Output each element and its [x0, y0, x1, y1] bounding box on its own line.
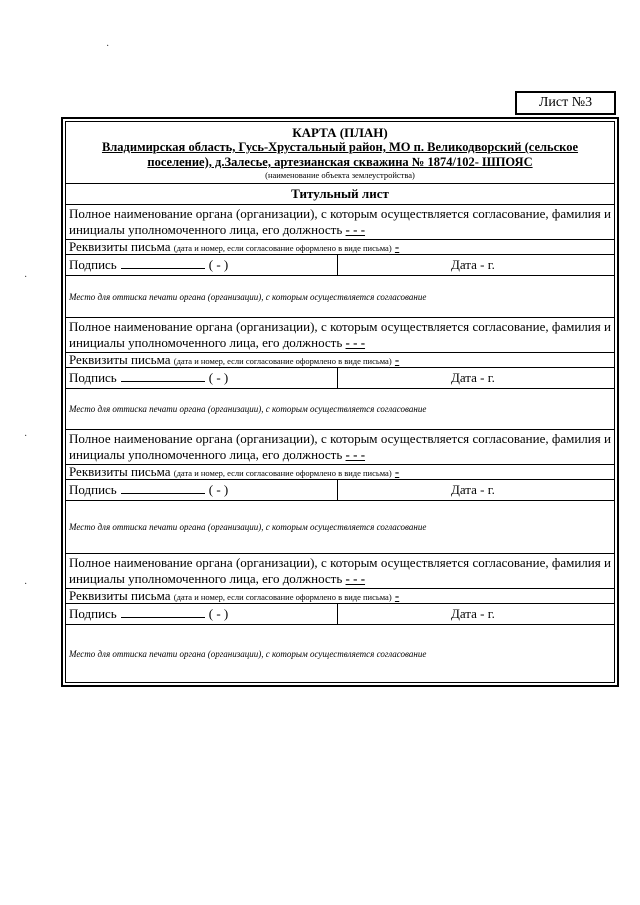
stamp-area: [66, 625, 614, 682]
organization-value: - - -: [345, 335, 366, 350]
object-location-line-1: Владимирская область, Гусь-Хрустальный район, МО п. Великодворский (сельское: [101, 140, 579, 154]
letter-details-label: Реквизиты письма: [69, 465, 171, 479]
scan-speck: ·: [106, 41, 110, 52]
stamp-label: Место для оттиска печати органа (организации), с которым осуществляется согласование: [69, 648, 427, 659]
signature-cell: [66, 255, 338, 275]
organization-row: [66, 430, 614, 465]
signature-value: ( - ): [208, 257, 229, 272]
document-frame: [61, 117, 619, 687]
letter-details-value: -: [394, 240, 400, 254]
signature-value: ( - ): [208, 482, 229, 497]
letter-details-label: Реквизиты письма: [69, 240, 171, 254]
signature-cell: [66, 480, 338, 500]
organization-label: Полное наименование органа (организации), с которым осуществляется согласование, фамилия и инициалы уполномоченного лица, его должность: [69, 555, 611, 586]
organization-value: - - -: [345, 222, 366, 237]
map-title: КАРТА (ПЛАН): [292, 125, 388, 140]
object-location-line-2: поселение), д.Залесье, артезианская скважина № 1874/102- ШПОЯС: [147, 155, 533, 169]
letter-details-hint: (дата и номер, если согласование оформлено в виде письма): [173, 592, 392, 602]
stamp-area: [66, 389, 614, 429]
sheet-number-label: Лист №3: [538, 95, 593, 110]
organization-row: [66, 318, 614, 353]
organization-value: - - -: [345, 447, 366, 462]
letter-details-value: -: [394, 589, 400, 603]
signature-line: [121, 481, 205, 494]
signature-label: Подпись: [69, 370, 117, 385]
signature-line: [121, 605, 205, 618]
stamp-label: Место для оттиска печати органа (организации), с которым осуществляется согласование: [69, 522, 427, 532]
signature-cell: [66, 604, 338, 624]
organization-label: Полное наименование органа (организации), с которым осуществляется согласование, фамилия и инициалы уполномоченного лица, его должность: [69, 206, 611, 237]
letter-details-row: [66, 353, 614, 368]
organization-label: Полное наименование органа (организации), с которым осуществляется согласование, фамилия и инициалы уполномоченного лица, его должность: [69, 431, 611, 462]
letter-details-value: -: [394, 353, 400, 367]
stamp-label: Место для оттиска печати органа (организации), с которым осуществляется согласование: [69, 404, 427, 414]
letter-details-row: [66, 465, 614, 480]
signature-value: ( - ): [208, 606, 229, 621]
stamp-area: [66, 276, 614, 317]
letter-details-label: Реквизиты письма: [69, 589, 171, 603]
signature-line: [121, 256, 205, 269]
scan-speck: ·: [24, 431, 28, 442]
approval-block-3: [66, 430, 614, 554]
organization-row: [66, 205, 614, 240]
signature-row: [66, 480, 614, 501]
signature-label: Подпись: [69, 482, 117, 497]
organization-value: - - -: [345, 571, 366, 586]
date-cell: Дата - г.: [451, 606, 495, 621]
organization-label: Полное наименование органа (организации), с которым осуществляется согласование, фамилия и инициалы уполномоченного лица, его должность: [69, 319, 611, 350]
organization-row: [66, 554, 614, 589]
letter-details-hint: (дата и номер, если согласование оформлено в виде письма): [173, 243, 392, 253]
approval-block-4: [66, 554, 614, 682]
letter-details-label: Реквизиты письма: [69, 353, 171, 367]
document-header: [66, 122, 614, 184]
letter-details-row: [66, 240, 614, 255]
signature-label: Подпись: [69, 257, 117, 272]
sheet-number-box: [515, 91, 616, 115]
date-cell: Дата - г.: [451, 257, 495, 272]
scan-speck: ·: [24, 579, 28, 590]
stamp-label: Место для оттиска печати органа (организации), с которым осуществляется согласование: [69, 291, 427, 302]
signature-line: [121, 369, 205, 382]
signature-label: Подпись: [69, 606, 117, 621]
section-title: Титульный лист: [66, 184, 614, 205]
letter-details-value: -: [394, 465, 400, 479]
signature-row: [66, 255, 614, 276]
signature-row: [66, 604, 614, 625]
date-cell: Дата - г.: [451, 370, 495, 385]
stamp-area: [66, 501, 614, 553]
signature-row: [66, 368, 614, 389]
letter-details-hint: (дата и номер, если согласование оформлено в виде письма): [173, 468, 392, 478]
object-caption: (наименование объекта землеустройства): [265, 170, 415, 180]
document-table: [65, 121, 615, 683]
signature-value: ( - ): [208, 370, 229, 385]
scan-speck: ·: [24, 272, 28, 283]
signature-cell: [66, 368, 338, 388]
approval-block-1: [66, 205, 614, 318]
date-cell: Дата - г.: [451, 482, 495, 497]
approval-block-2: [66, 318, 614, 430]
letter-details-row: [66, 589, 614, 604]
letter-details-hint: (дата и номер, если согласование оформлено в виде письма): [173, 356, 392, 366]
